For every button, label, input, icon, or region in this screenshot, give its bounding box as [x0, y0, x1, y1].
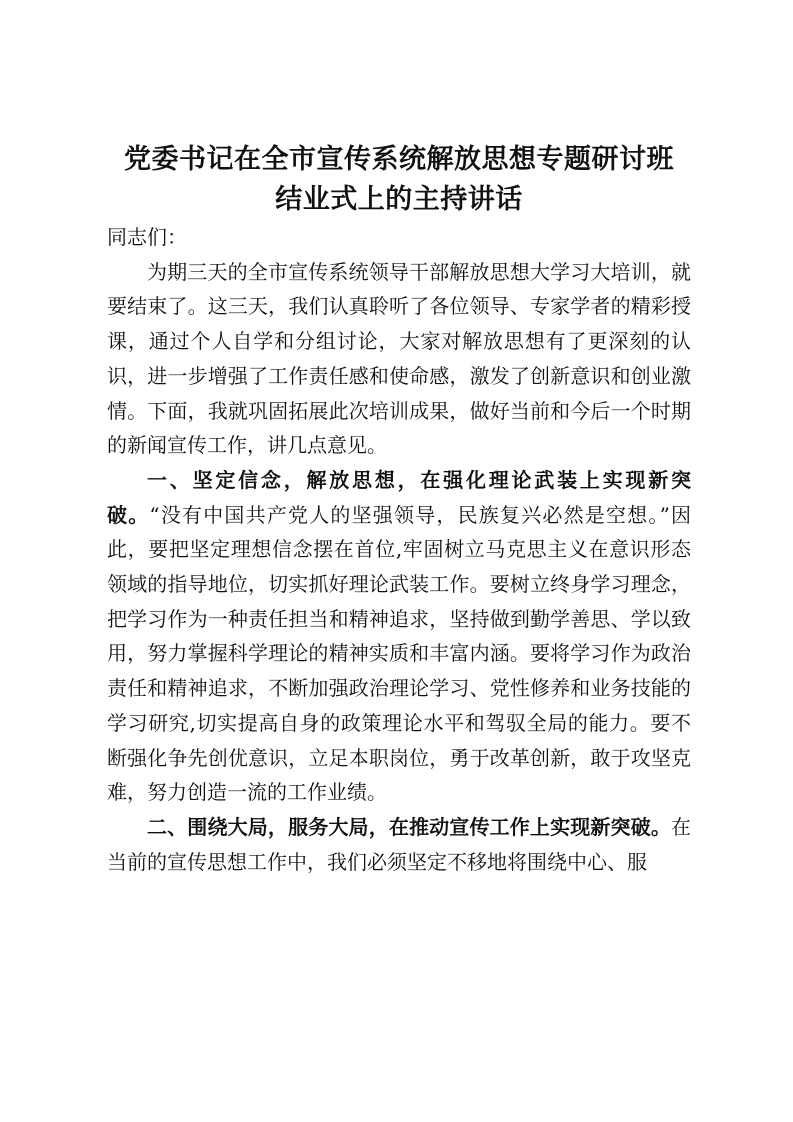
intro-paragraph: 为期三天的全市宣传系统领导干部解放思想大学习大培训，就要结束了。这三天，我们认真聆听了各位领导、专家学者的精彩授课，通过个人自学和分组讨论，大家对解放思想有了更深刻的认识，进一步增强了工作责任感和使命感，激发了创新意识和创业激情。下面，我就巩固拓展此次培训成果，做好当前和今后一个时期的新闻宣传工作，讲几点意见。: [107, 259, 691, 458]
section-2-heading: 二、围绕大局，服务大局，在推动宣传工作上实现新突破。: [147, 814, 671, 839]
greeting: 同志们：: [107, 225, 187, 249]
title-line-2: 结业式上的主持讲话: [275, 184, 523, 215]
title-line-1: 党委书记在全市宣传系统解放思想专题研讨班: [124, 144, 674, 175]
section-1-heading: 一、坚定信念，解放思想，在强化理论武装上实现新突破。: [107, 467, 691, 527]
document-title: [107, 140, 691, 220]
section-2-paragraph: [107, 810, 691, 879]
document-page: [107, 140, 691, 879]
section-2-text: 在当前的宣传思想工作中，我们必须坚定不移地将围绕中心、服: [107, 814, 691, 874]
section-1-paragraph: [107, 463, 691, 810]
section-1-text: “没有中国共产党人的坚强领导，民族复兴必然是空想。”因此，要把坚定理想信念摆在首位,牢固树立马克思主义在意识形态领域的指导地位，切实抓好理论武装工作。要树立终身学习理念，把学习作为一种责任担当和精神追求，坚持做到勤学善思、学以致用，努力掌握科学理论的精神实质和丰富内涵。要将学习作为政治责任和精神追求，不断加强政治理论学习、党性修养和业务技能的学习研究,切实提高自身的政策理论水平和驾驭全局的能力。要不断强化争先创优意识，立足本职岗位，勇于改革创新，敢于攻坚克难，努力创造一流的工作业绩。: [107, 502, 692, 805]
